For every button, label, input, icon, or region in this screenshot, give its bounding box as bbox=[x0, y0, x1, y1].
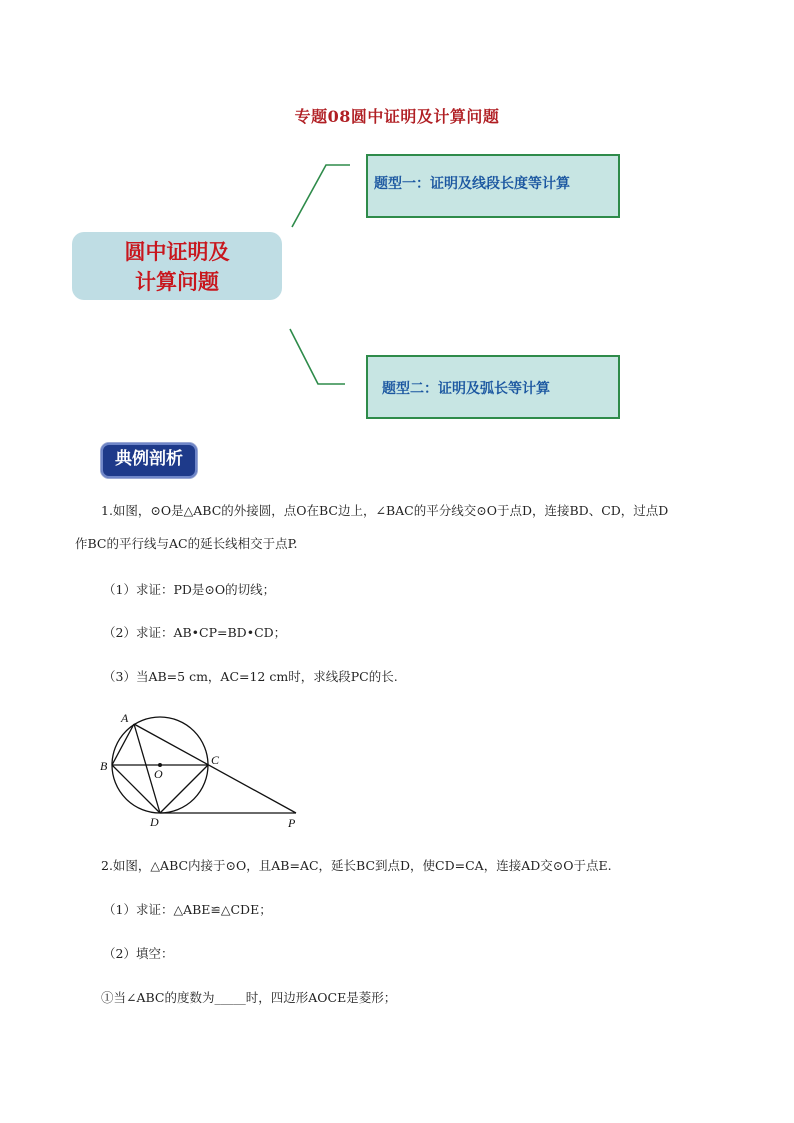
q2-line1: 2.如图，△ABC内接于⊙O，且AB=AC，延长BC到点D，使CD=CA，连接AD交⊙O于点E. bbox=[101, 858, 612, 873]
geometry-figure bbox=[98, 706, 308, 830]
section-badge: 典例剖析 bbox=[101, 443, 197, 478]
center-line-1: 圆中证明及 bbox=[124, 239, 230, 264]
q1-part1: （1）求证：PD是⊙O的切线； bbox=[103, 582, 276, 597]
label-b: B bbox=[100, 759, 108, 773]
mindmap-type1-node: 题型一：证明及线段长度等计算 bbox=[366, 154, 620, 218]
center-line-2: 计算问题 bbox=[135, 269, 219, 294]
label-d: D bbox=[150, 815, 159, 829]
q2-part1: （1）求证：△ABE≌△CDE； bbox=[103, 902, 272, 917]
label-c: C bbox=[211, 753, 220, 767]
q1-line1: 1.如图，⊙O是△ABC的外接圆，点O在BC边上，∠BAC的平分线交⊙O于点D，连接BD、CD，过点D bbox=[101, 503, 669, 518]
mindmap-center-node bbox=[72, 232, 282, 300]
q1-part3: （3）当AB=5 cm，AC=12 cm时，求线段PC的长. bbox=[103, 669, 398, 684]
q2-part2: （2）填空： bbox=[103, 946, 174, 961]
label-a: A bbox=[121, 711, 129, 725]
q1-part2: （2）求证：AB•CP=BD•CD； bbox=[103, 625, 287, 640]
label-p: P bbox=[288, 816, 296, 830]
q2-sub1: ①当∠ABC的度数为_____时，四边形AOCE是菱形； bbox=[101, 990, 397, 1005]
segment-ab bbox=[112, 724, 134, 765]
page-title: 专题08圆中证明及计算问题 bbox=[294, 107, 500, 126]
mindmap-type2-node: 题型二：证明及弧长等计算 bbox=[366, 355, 620, 419]
segment-cd bbox=[160, 765, 208, 813]
q1-line2: 作BC的平行线与AC的延长线相交于点P. bbox=[75, 536, 298, 551]
label-o: O bbox=[154, 767, 163, 781]
